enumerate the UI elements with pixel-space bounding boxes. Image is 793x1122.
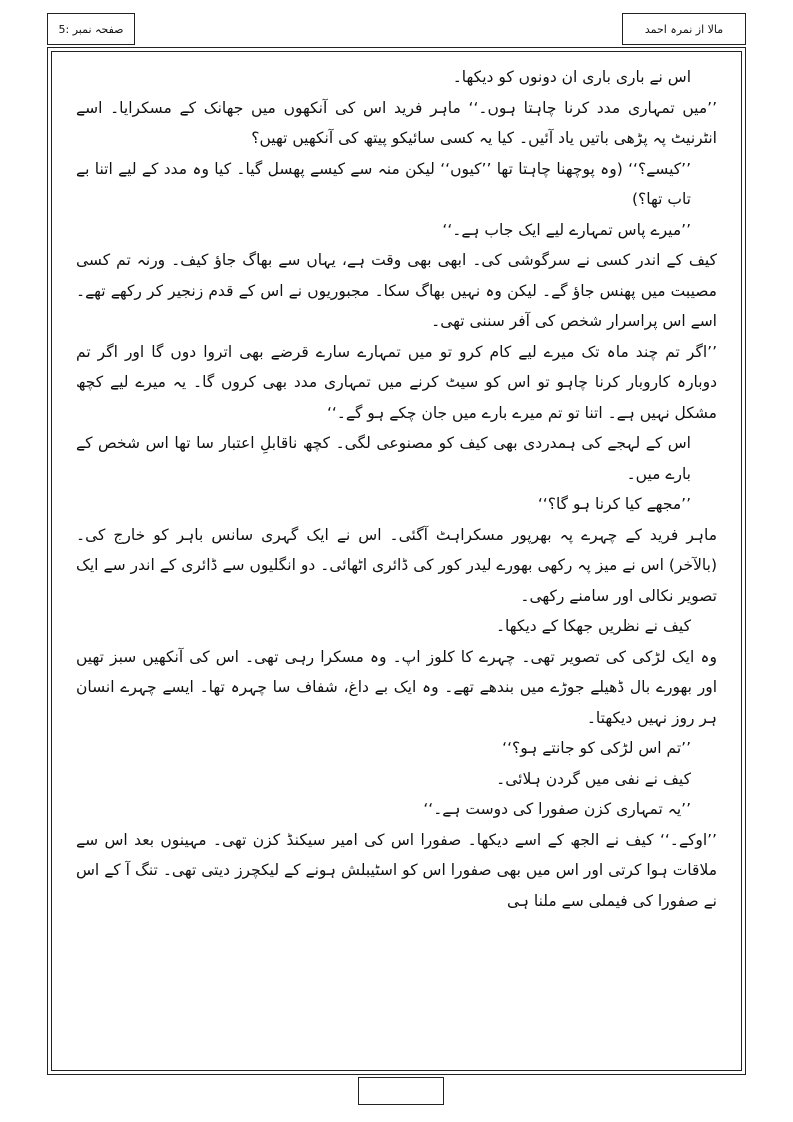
paragraph: ’’کیسے؟‘‘ (وہ پوچھنا چاہتا تھا ’’کیوں‘‘ لیکن منہ سے کیسے پھسل گیا۔ کیا وہ مدد کے لیے اتنا بے تاب تھا؟)	[76, 159, 691, 208]
paragraph: ’’یہ تمہاری کزن صفورا کی دوست ہے۔‘‘	[423, 800, 691, 818]
paragraph: اس نے باری باری ان دونوں کو دیکھا۔	[452, 68, 691, 86]
paragraph: کیف نے نظریں جھکا کے دیکھا۔	[495, 617, 691, 635]
page-number: صفحہ نمبر :5	[58, 22, 124, 36]
story-text	[76, 62, 717, 1064]
author-box	[622, 13, 746, 45]
paragraph: ’’میں تمہاری مدد کرنا چاہتا ہوں۔‘‘ ماہر فرید اس کی آنکھوں میں جھانک کے مسکرایا۔ اسے انٹرنیٹ پہ پڑھی باتیں یاد آئیں۔ کیا یہ کسی سائیکو پیتھ کی آنکھیں تھیں؟	[76, 98, 717, 147]
paragraph: ’’میرے پاس تمہارے لیے ایک جاب ہے۔‘‘	[442, 220, 691, 239]
paragraph: ’’اگر تم چند ماہ تک میرے لیے کام کرو تو میں تمہارے سارے قرضے بھی اتروا دوں گا اور اگر تم دوبارہ کاروبار کرنا چاہو تو اس کو سیٹ کرنے میں تمہاری مدد بھی کروں گا۔ یہ میرے لیے کچھ مشکل نہیں ہے۔ اتنا تو تم میرے بارے میں جان چکے ہو گے۔‘‘	[76, 342, 717, 422]
paragraph: کیف نے نفی میں گردن ہلائی۔	[496, 769, 691, 788]
page-number-box	[47, 13, 135, 45]
paragraph: ’’مجھے کیا کرنا ہو گا؟‘‘	[537, 495, 691, 513]
paragraph: کیف کے اندر کسی نے سرگوشی کی۔ ابھی بھی وقت ہے، یہاں سے بھاگ جاؤ کیف۔ ورنہ تم کسی مصیبت میں پھنس جاؤ گے۔ لیکن وہ نہیں بھاگ سکا۔ مجبوریوں نے اس کے قدم زنجیر کر رکھے تھے۔ اسے اس پراسرار شخص کی آفر سننی تھی۔	[76, 251, 717, 330]
paragraph: اس کے لہجے کی ہمدردی بھی کیف کو مصنوعی لگی۔ کچھ ناقابلِ اعتبار سا تھا اس شخص کے بارے میں۔	[76, 434, 691, 483]
paragraph: ’’اوکے۔‘‘ کیف نے الجھ کے اسے دیکھا۔ صفورا اس کی امیر سیکنڈ کزن تھی۔ مہینوں بعد اس سے ملاقات ہوا کرتی اور اس میں بھی صفورا اس کو اسٹیبلش ہونے کے لیکچرز دیتی تھی۔ تنگ آ کے اس نے صفورا کی فیملی سے ملنا ہی	[76, 830, 717, 910]
paragraph: ماہر فرید کے چہرے پہ بھرپور مسکراہٹ آگئی۔ اس نے ایک گہری سانس باہر کو خارج کی۔ (بالآخر) اس نے میز پہ رکھی بھورے لیدر کور کی ڈائری اٹھائی۔ دو انگلیوں سے ڈائری کے اندر سے ایک تصویر نکالی اور سامنے رکھی۔	[76, 525, 717, 605]
page-border-inner	[51, 51, 742, 1071]
paragraph: وہ ایک لڑکی کی تصویر تھی۔ چہرے کا کلوز اپ۔ وہ مسکرا رہی تھی۔ اس کی آنکھیں سبز تھیں اور بھورے بال ڈھیلے جوڑے میں بندھے تھے۔ وہ ایک بے داغ، شفاف سا چہرہ تھا۔ ایسے چہرے انسان ہر روز نہیں دیکھتا۔	[76, 647, 717, 727]
author-title: مالا از نمرہ احمد	[644, 22, 724, 36]
paragraph: ’’تم اس لڑکی کو جانتے ہو؟‘‘	[502, 739, 691, 757]
footer-box	[358, 1077, 444, 1105]
